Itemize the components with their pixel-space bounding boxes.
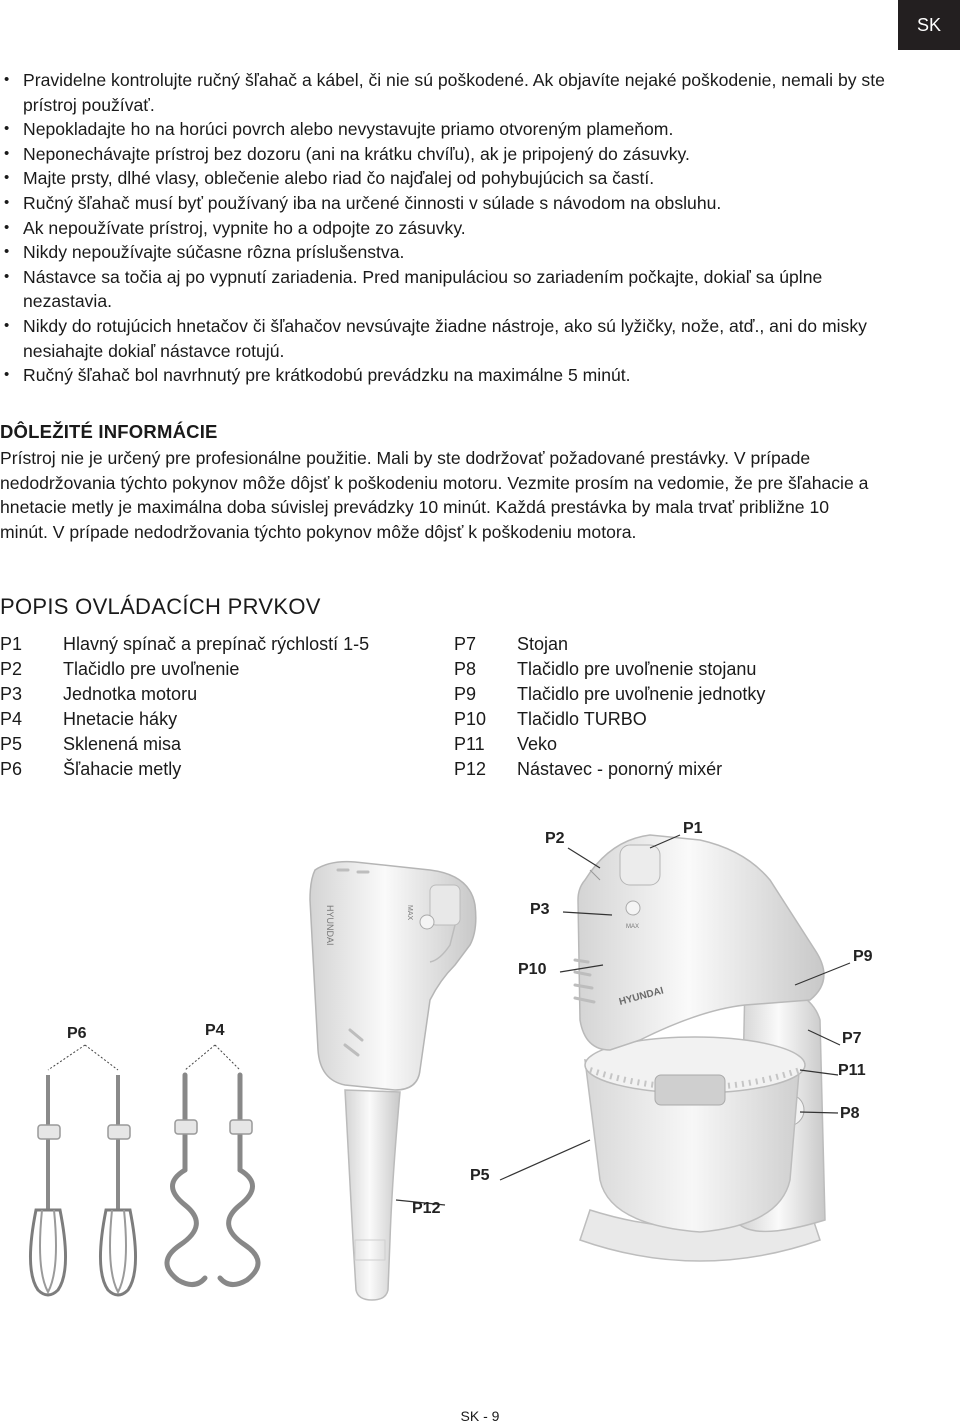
max-label-stand: MAX — [626, 924, 640, 930]
part-code: P6 — [0, 759, 23, 779]
callout-p7: P7 — [842, 1030, 862, 1047]
callout-p1: P1 — [683, 820, 703, 837]
part-label: Nástavec - ponorný mixér — [517, 759, 723, 779]
part-code: P11 — [454, 734, 485, 754]
part-label: Hlavný spínač a prepínač rýchlostí 1-5 — [63, 634, 370, 654]
part-label: Tlačidlo pre uvoľnenie — [63, 659, 240, 679]
part-code: P5 — [0, 734, 23, 754]
bullet-item: • Nepokladajte ho na horúci povrch alebo nevystavujte priamo otvoreným plameňom. — [0, 117, 900, 142]
part-row — [454, 757, 765, 782]
stand-mixer — [575, 835, 825, 1261]
callout-p4: P4 — [205, 1022, 225, 1039]
parts-list-left — [0, 632, 369, 782]
part-label: Hnetacie háky — [63, 709, 178, 729]
bullet-item: • Nikdy nepoužívajte súčasne rôzna príslušenstva. — [0, 240, 900, 265]
bullet-item: • Ručný šľahač musí byť používaný iba na určené činnosti v súlade s návodom na obsluhu. — [0, 191, 900, 216]
part-label: Veko — [517, 734, 558, 754]
part-row — [0, 757, 369, 782]
part-code: P7 — [454, 634, 477, 654]
part-code: P1 — [0, 634, 23, 654]
part-label: Sklenená misa — [63, 734, 182, 754]
part-code: P3 — [0, 684, 23, 704]
bullet-item: • Majte prsty, dlhé vlasy, oblečenie alebo riad čo najďalej od pohybujúcich sa častí. — [0, 166, 900, 191]
part-row — [454, 657, 765, 682]
product-figure — [0, 800, 960, 1380]
page-number: SK - 9 — [460, 1408, 500, 1424]
callout-p3: P3 — [530, 901, 550, 918]
part-label: Tlačidlo pre uvoľnenie jednotky — [517, 684, 766, 704]
language-tab: SK — [898, 0, 960, 50]
part-label: Tlačidlo pre uvoľnenie stojanu — [517, 659, 757, 679]
callout-p9: P9 — [853, 948, 873, 965]
part-code: P12 — [454, 759, 487, 779]
part-row — [454, 632, 765, 657]
important-heading: DÔLEŽITÉ INFORMÁCIE — [0, 421, 218, 442]
part-row — [454, 732, 765, 757]
part-row — [454, 707, 765, 732]
part-row — [0, 682, 369, 707]
bullet-item: • Pravidelne kontrolujte ručný šľahač a kábel, či nie sú poškodené. Ak objavíte nejaké poškodenie, nemali by ste prístroj používať. — [0, 68, 900, 117]
dough-hooks — [167, 1075, 258, 1285]
parts-list-right — [454, 632, 765, 782]
callout-p12: P12 — [412, 1200, 441, 1217]
part-label: Stojan — [517, 634, 569, 654]
part-label: Tlačidlo TURBO — [517, 709, 647, 729]
part-row — [0, 732, 369, 757]
bullet-item: • Ak nepoužívate prístroj, vypnite ho a odpojte zo zásuvky. — [0, 216, 900, 241]
part-code: P4 — [0, 709, 23, 729]
brand-label: HYUNDAI — [325, 905, 335, 946]
max-label: MAX — [406, 905, 413, 921]
controls-heading: POPIS OVLÁDACÍCH PRVKOV — [0, 594, 321, 619]
callout-p2: P2 — [545, 830, 565, 847]
part-code: P2 — [0, 659, 23, 679]
part-row — [454, 682, 765, 707]
callout-p10: P10 — [518, 961, 547, 978]
callout-p6: P6 — [67, 1025, 87, 1042]
hand-mixer — [310, 862, 476, 1300]
part-label: Jednotka motoru — [63, 684, 198, 704]
callout-p8: P8 — [840, 1105, 860, 1122]
part-code: P10 — [454, 709, 487, 729]
part-row — [0, 707, 369, 732]
mixer-illustration — [0, 800, 960, 1380]
whisk-beaters — [30, 1075, 135, 1295]
bullet-item: • Ručný šľahač bol navrhnutý pre krátkodobú prevádzku na maximálne 5 minút. — [0, 363, 900, 388]
part-code: P9 — [454, 684, 477, 704]
part-code: P8 — [454, 659, 477, 679]
brand-label-stand: HYUNDAI — [617, 985, 665, 1008]
bullet-item: • Nikdy do rotujúcich hnetačov či šľahačov nevsúvajte žiadne nástroje, ako sú lyžičky, nože, atď., ani do misky nesiahajte dokiaľ nástavce rotujú. — [0, 314, 900, 363]
part-row — [0, 632, 369, 657]
part-label: Šľahacie metly — [63, 759, 182, 779]
bullet-item: • Nástavce sa točia aj po vypnutí zariadenia. Pred manipuláciou so zariadením počkajte, dokiaľ sa úplne nezastavia. — [0, 265, 900, 314]
important-text: Prístroj nie je určený pre profesionálne použitie. Mali by ste dodržovať požadované prestávky. V prípade nedodržovania týchto pokynov môže dôjsť k poškodeniu motoru. Vezmite prosím na vedomie, že pre šľahacie a hnetacie metly je maximálna doba súvislej prevádzky 10 minút. Každá prestávka by mala trvať približne 10 minút. V prípade nedodržovania týchto pokynov môže dôjsť k poškodeniu motora. — [0, 448, 869, 542]
bullet-item: • Neponechávajte prístroj bez dozoru (ani na krátku chvíľu), ak je pripojený do zásuvky. — [0, 142, 900, 167]
callout-p5: P5 — [470, 1167, 490, 1184]
callout-p11: P11 — [838, 1062, 866, 1079]
part-row — [0, 657, 369, 682]
safety-bullet-list — [0, 68, 900, 388]
